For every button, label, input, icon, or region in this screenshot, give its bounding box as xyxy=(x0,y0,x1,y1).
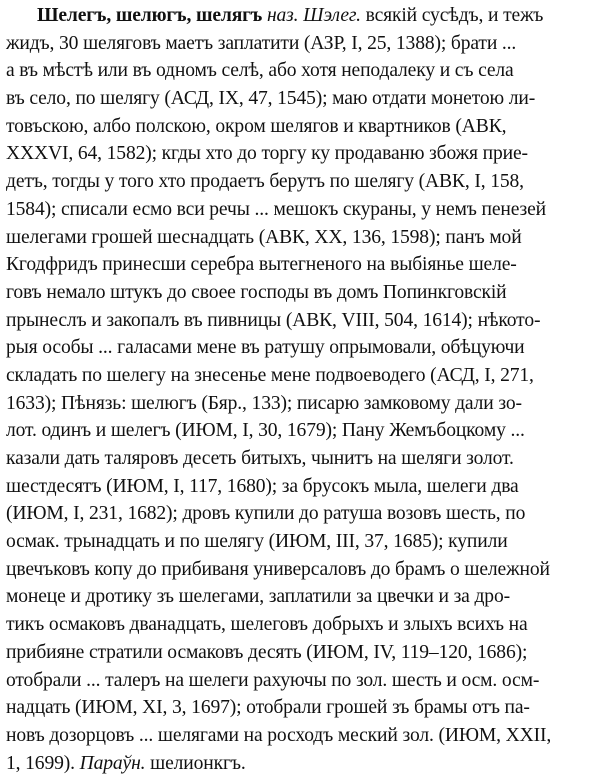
entry-gloss: Шэлег. xyxy=(303,5,361,26)
entry-line xyxy=(0,2,594,30)
entry-line: шестдесятъ (ИЮМ, I, 117, 1680); за брусокъ мыла, шелеги два xyxy=(6,475,519,497)
entry-line: 1584); списали есмо вси речы ... мешокъ скураны, у немъ пенезей xyxy=(6,198,546,220)
entry-line: прынеслъ и закопалъ въ пивницы (АВК, VIII, 504, 1614); нѣкото- xyxy=(6,309,541,331)
entry-line: XXXVI, 64, 1582); кгды хто до торгу ку продаваню збожя прие- xyxy=(6,143,528,165)
entry-line: (ИЮМ, I, 231, 1682); дровъ купили до ратуша возовъ шесть, по xyxy=(6,503,526,525)
entry-headword: Шелегъ, шелюгъ, шелягъ xyxy=(37,5,263,26)
entry-line: тикъ осмаковъ дванадцать, шелеговъ добрыхъ и злыхъ всихъ на xyxy=(6,614,528,636)
entry-line: осмак. трынадцать и по шелягу (ИЮМ, III, 37, 1685); купили xyxy=(6,531,508,553)
entry-line: въ село, по шелягу (АСД, IX, 47, 1545); маю отдати монетою ли- xyxy=(6,88,536,110)
entry-line: новъ дозорцовъ ... шелягами на росходъ меский зол. (ИЮМ, XXII, xyxy=(6,724,552,746)
entry-line: отобрали ... талеръ на шелеги рахуючы по зол. шесть и осм. осм- xyxy=(6,669,540,691)
entry-line: говъ немало штукъ до своее господы въ домъ Попинкговскій xyxy=(6,281,507,303)
entry-line: надцать (ИЮМ, XI, 3, 1697); отобрали грошей зъ брамы отъ па- xyxy=(6,697,530,719)
entry-cf-label: Параўн. xyxy=(79,752,146,774)
entry-line: Кгодфридъ принесши серебра вытегненого на выбіянье шеле- xyxy=(6,254,517,276)
entry-text: всякій сусѣдъ, и тежъ xyxy=(360,5,544,26)
entry-line: складать по шелегу на знесенье мене подвоеводего (АСД, I, 271, xyxy=(6,364,534,386)
entry-line: жидъ, 30 шеляговъ маетъ заплатити (АЗР, I, 25, 1388); брати ... xyxy=(6,32,517,54)
entry-line: лот. одинъ и шелегъ (ИЮМ, I, 30, 1679); Пану Жемъбоцкому ... xyxy=(6,420,525,442)
entry-line xyxy=(0,750,594,777)
dictionary-entry xyxy=(0,2,594,777)
entry-line: детъ, тогды у того хто продаетъ берутъ по шелягу (АВК, I, 158, xyxy=(6,171,524,193)
entry-line: а въ мѣстѣ или въ одномъ селѣ, або хотя неподалеку и съ села xyxy=(6,60,514,82)
entry-line: рыя особы ... галасами мене въ ратушу опрымовали, обѣцуючи xyxy=(6,337,525,359)
entry-text: 1, 1699). xyxy=(6,752,80,774)
entry-line: товъскою, албо полскою, окром шелягов и квартников (АВК, xyxy=(6,115,507,137)
entry-line: монеце и дротику зъ шелегами, заплатили за цвечки и за дро- xyxy=(6,586,510,608)
entry-line: шелегами грошей шеснадцать (АВК, XX, 136, 1598); панъ мой xyxy=(6,226,522,248)
entry-grammar-label: наз. xyxy=(266,5,299,26)
entry-line: 1633); Пѣнязь: шелюгъ (Бяр., 133); писарю замковому дали зо- xyxy=(6,392,522,414)
entry-line: цвечъковъ копу до прибиваня универсаловъ до брамъ о шележной xyxy=(6,558,550,580)
entry-line: прибияне стратили осмаковъ десять (ИЮМ, IV, 119–120, 1686); xyxy=(6,641,528,663)
entry-text: шелионкгъ. xyxy=(145,752,246,774)
entry-line: казали дать таляровъ десеть битыхъ, чынитъ на шеляги золот. xyxy=(6,448,514,469)
